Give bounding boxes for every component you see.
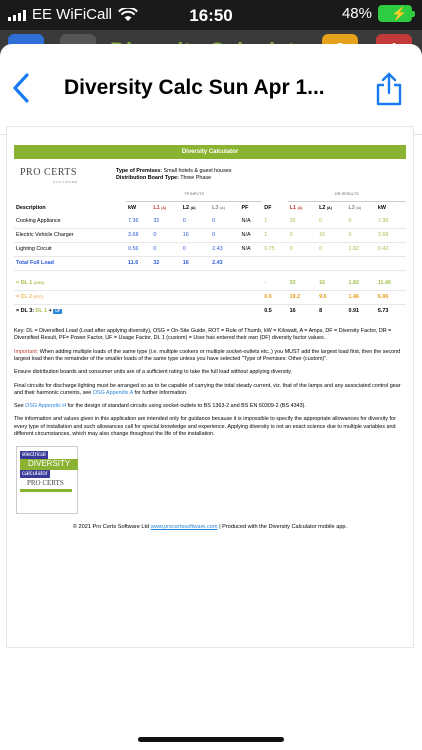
- key-paragraph: Key: DL = Diversified Load (Load after applying diversity), OSG = On-Site Guide, ROT = Rule of Thumb, kW = Kilowatt, A = Amps, DF = Diversity Factor, DR = Diversified Result, PF= Power Factor, UF = Usage Factor, DL 1 (custom) = User has entered their own (DF) diversity factor values.: [14, 328, 392, 342]
- battery-percent: 48%: [341, 5, 372, 22]
- status-right: [342, 5, 412, 22]
- share-icon[interactable]: [374, 72, 404, 106]
- back-chevron-icon[interactable]: [10, 72, 32, 104]
- table-row: Electric Vehicle Charger 3.68 0 16 0 N/A 1 0 16 0 3.68: [14, 229, 406, 243]
- disclaimer-paragraph: The information and values given in this application are intended only for guidance because it is impossible to specify the appropriate allowances for diversity for every type of installation and such allowances call for special knowledge and experience. Applying diversity is not an exact science due to multiple variables and different circumstances, which may also change thoughout the life of the installation.: [14, 416, 396, 438]
- osg-appendix-a-link[interactable]: OSG Appendix A: [92, 389, 133, 396]
- table-row: Lighting Circuit 0.56 0 0 2.43 N/A 0.75 0 0 1.82 0.42: [14, 243, 406, 257]
- report-page: [14, 145, 406, 532]
- dl2-row: = DL 2 (ROT) 0.6 19.2 9.6 1.46 6.96: [14, 291, 406, 305]
- appendix-h-paragraph: See OSG Appendix H for the design of standard circuits using socket-outlets to BS 1363-2 and BS EN 60309-2 (BS 4343).: [14, 403, 306, 410]
- table-row: Cooking Appliance 7.36 32 0 0 N/A 1 32 0 0 7.36: [14, 215, 406, 229]
- status-bar: [0, 0, 422, 30]
- report-top-info: [14, 165, 406, 185]
- nav-bar: [0, 44, 422, 135]
- total-full-load-row: Total Full Load 11.6 32 16 2.43: [14, 257, 406, 271]
- calculation-table: [14, 188, 406, 318]
- important-paragraph: Important: When adding multiple loads of the same type (i.e. multiple cookers or multiple socket-outlets etc..) you MUST add the largest load first, then the second largest load then the remainder of the smaller loads of the same type unless you have selected "Type of Premises: Other (custom)".: [14, 348, 401, 362]
- website-link[interactable]: www.procertssoftware.com: [150, 524, 218, 531]
- report-header: Diversity Calculator: [14, 145, 406, 159]
- nav-title: Diversity Calc Sun Apr 1...: [64, 76, 325, 99]
- dl3-row: = DL 3: DL 1 + UF 0.5 16 8 0.91 5.73: [16, 307, 389, 314]
- report-footer: © 2021 Pro Certs Software Ltd www.procertssoftware.com | Produced with the Diversity Calculator mobile app.: [72, 524, 348, 531]
- group-header-row: [14, 188, 406, 202]
- clock: 16:50: [189, 6, 233, 25]
- premises-info: Type of Premises: Small hotels & guest houses Distribution Board Type: Three Phase: [116, 167, 232, 182]
- osg-appendix-h-link[interactable]: OSG Appendix H: [25, 403, 67, 410]
- boards-paragraph: Ensure distribution boards and consumer units are of a sufficient rating to take the full load without applying diversity.: [14, 369, 292, 376]
- home-indicator[interactable]: [138, 737, 284, 742]
- uf-badge: UF: [55, 308, 61, 313]
- dr-results-label: DR RESULTS: [288, 188, 406, 202]
- pro-certs-logo: PRO CERTS SOFTWARE: [20, 167, 78, 184]
- diversity-calculator-logo: electrical DIVERSITY calculator PRO CERTS: [16, 446, 78, 514]
- dl1-row: = DL 1 (OSG) - 32 16 1.82 11.46: [14, 277, 406, 291]
- tp-inputs-label: TP INPUTS: [126, 188, 262, 202]
- column-header-row: Description kW L1 (A) L2 (A) L3 (A) PF DF L1 (A) L2 (A) L3 (A) kW: [16, 204, 386, 211]
- battery-charging-icon: ⚡: [378, 5, 412, 22]
- carrier-label: EE WiFiCall: [32, 6, 113, 23]
- discharge-paragraph: Final circuits for discharge lighting must be arranged so as to be capable of carrying the total steady current, viz. that of the lamps and any associated control gear and their harmonic currents, see OSG Appendix A for further information.: [14, 382, 401, 396]
